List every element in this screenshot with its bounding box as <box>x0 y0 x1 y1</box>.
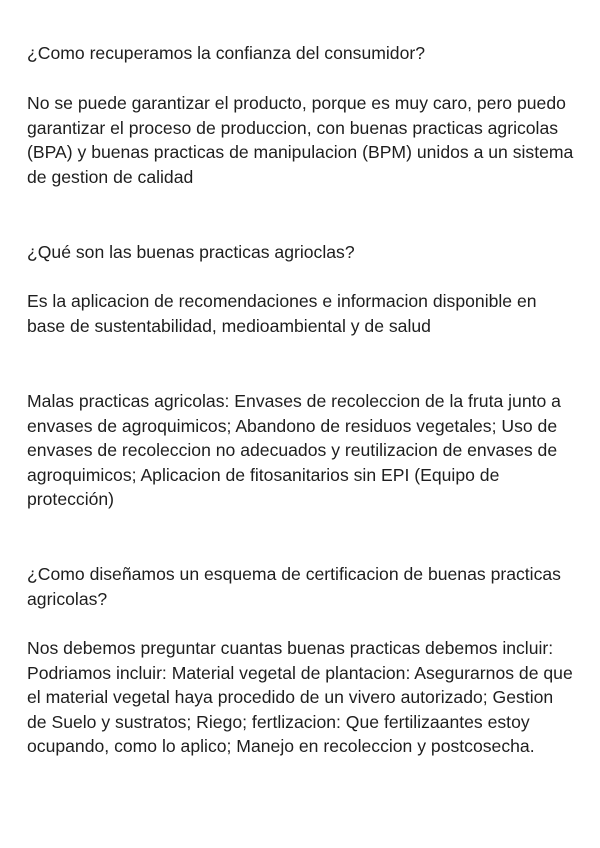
paragraph-bad-practices: Malas practicas agricolas: Envases de recoleccion de la fruta junto a envases de agroquimicos; Abandono de residuos vegetales; Uso de envases de recoleccion no adecuados y reutilizacion de envases de agroquimicos; Aplicacion de fitosanitarios sin EPI (Equipo de protección) <box>27 391 561 509</box>
answer-good-practices: Es la aplicacion de recomendaciones e informacion disponible en base de sustentabilidad, medioambiental y de salud <box>27 291 537 336</box>
question-certification-scheme: ¿Como diseñamos un esquema de certificacion de buenas practicas agricolas? <box>27 564 561 609</box>
answer-certification-scheme: Nos debemos preguntar cuantas buenas practicas debemos incluir: Podriamos incluir: Material vegetal de plantacion: Asegurarnos de que el material vegetal haya procedido de un vivero autorizado; Gestion de Suelo y sustratos; Riego; fertlizacion: Que fertilizaantes estoy ocupando, como lo aplico; Manejo en recoleccion y postcosecha. <box>27 638 573 756</box>
question-good-practices: ¿Qué son las buenas practicas agrioclas? <box>27 242 355 262</box>
question-consumer-trust: ¿Como recuperamos la confianza del consumidor? <box>27 43 426 63</box>
answer-consumer-trust: No se puede garantizar el producto, porque es muy caro, pero puedo garantizar el proceso de produccion, con buenas practicas agricolas (BPA) y buenas practicas de manipulacion (BPM) unidos a un sistema de gestion de calidad <box>27 93 574 187</box>
